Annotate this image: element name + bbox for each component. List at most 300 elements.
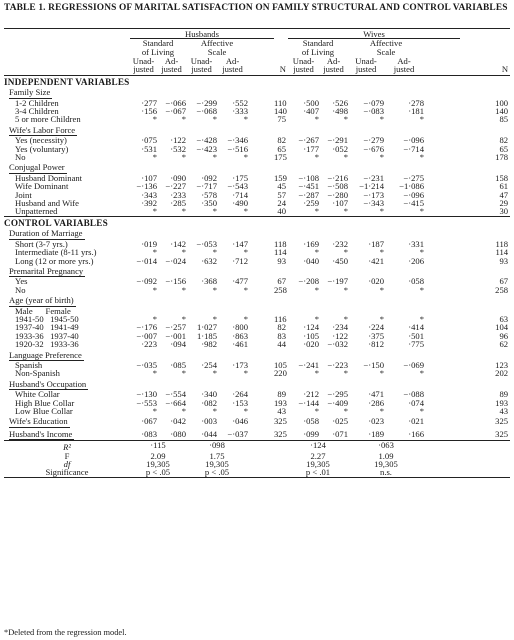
h-aff-unadjusted-cell: * <box>212 152 217 163</box>
w-std-adjusted-cell: −·291 <box>327 135 348 146</box>
w-aff-unadjusted-header: Unad- <box>355 55 377 66</box>
w-std-unadjusted-cell: ·407 <box>303 106 319 116</box>
w-std-unadjusted-cell: ·177 <box>303 143 319 154</box>
w-n-cell: 202 <box>495 368 509 379</box>
h-std-unadjusted-header: Unad- <box>132 55 155 66</box>
h-aff-unadjusted-cell: * <box>212 114 217 125</box>
w-std-unadjusted-cell: −·208 <box>298 276 319 287</box>
h-aff-unadjusted-header-2: justed <box>186 65 217 75</box>
h-n-cell: 40 <box>277 206 286 217</box>
h-aff-adjusted-cell: * <box>243 368 248 379</box>
h-std-adjusted-cell: * <box>181 284 186 295</box>
w-std-adjusted-cell: * <box>343 152 348 163</box>
h-std-adjusted-cell: ·532 <box>170 143 186 154</box>
h-aff-adjusted-cell: ·477 <box>232 276 248 287</box>
h-aff-unadjusted-cell: ·003 <box>201 416 217 427</box>
table-row <box>4 174 510 182</box>
h-n-cell: 105 <box>274 359 287 370</box>
w-aff-adjusted-cell: ·058 <box>408 276 424 287</box>
h-std-adjusted-cell: −·257 <box>165 322 186 333</box>
row-label: White Collar <box>15 389 60 400</box>
w-n-cell: 30 <box>499 206 509 217</box>
row-label <box>4 428 130 441</box>
variable-subheading-label: Premarital Pregnancy <box>9 265 84 276</box>
h-aff-adjusted-cell: ·046 <box>232 416 248 427</box>
h-n-cell: 75 <box>277 114 286 125</box>
h-std-unadjusted-cell: ·277 <box>141 97 157 108</box>
table-row <box>4 286 510 294</box>
h-aff-unadjusted-cell: −·053 <box>196 238 217 249</box>
w-std-adjusted-cell: ·052 <box>332 143 348 154</box>
h-aff-unadjusted-cell: −·423 <box>196 143 217 154</box>
h-aff-unadjusted-cell: ·044 <box>201 428 217 439</box>
w-std-unadjusted-cell: * <box>314 284 319 295</box>
h-n-cell: 44 <box>277 339 286 350</box>
w-std-adjusted-cell: −·508 <box>327 181 348 192</box>
w-std-adjusted-cell: ·234 <box>332 322 348 333</box>
colhead-row-4 <box>4 65 510 75</box>
h-std-adjusted-cell: −·156 <box>165 276 186 287</box>
w-n-cell: 158 <box>495 172 509 183</box>
table-row <box>4 277 510 285</box>
h-aff-adjusted-cell: * <box>243 206 248 217</box>
w-std-adjusted-cell: ·526 <box>332 97 348 108</box>
row-label: Wife Dominant <box>15 181 69 192</box>
w-aff-unadjusted-cell: * <box>379 206 384 217</box>
husbands-header: Husbands <box>130 29 274 39</box>
subheading-row <box>4 378 510 390</box>
h-aff-unadjusted-cell: ·578 <box>201 189 217 200</box>
w-std-adjusted-cell: −·280 <box>327 189 348 200</box>
row-label: Joint <box>15 189 32 200</box>
h-aff-unadjusted-cell: * <box>212 406 217 416</box>
w-std-adjusted-cell: ·232 <box>332 238 348 249</box>
h-std-unadjusted-cell: ·083 <box>141 428 157 439</box>
h-aff-unadjusted-cell: ·254 <box>201 359 217 370</box>
h-std-adjusted-cell: ·090 <box>170 172 186 183</box>
subheading-row <box>4 86 510 98</box>
subheading-row <box>4 349 510 361</box>
h-n-cell: 43 <box>277 406 286 416</box>
h-aff-unadjusted-cell: ·092 <box>201 172 217 183</box>
w-aff-unadjusted-cell: * <box>379 406 384 416</box>
h-std-adjusted-cell: ·094 <box>170 339 186 350</box>
variable-subheading-label: Family Size <box>9 87 51 98</box>
row-label: Short (3-7 yrs.) <box>15 238 68 249</box>
w-std-unadjusted-cell: ·259 <box>303 198 319 209</box>
w-aff-unadjusted-cell: ·187 <box>368 238 384 249</box>
w-std-adjusted-cell: ·122 <box>332 330 348 341</box>
w-std-adjusted-cell: * <box>343 406 348 416</box>
h-std-adjusted-cell: −·001 <box>165 330 186 341</box>
table-row <box>4 257 510 265</box>
w-n-cell: 100 <box>495 97 509 108</box>
w-std-unadjusted-header-2: justed <box>288 65 319 75</box>
w-std-unadjusted-cell: ·040 <box>303 255 319 266</box>
w-aff-adjusted-cell: ·775 <box>408 339 424 350</box>
w-aff-stat: 1.09 <box>378 450 394 461</box>
w-std-unadjusted-cell: −·108 <box>298 172 319 183</box>
h-n-cell: 45 <box>277 181 286 192</box>
h-aff-adjusted-cell: * <box>243 406 248 416</box>
table-row <box>4 369 510 377</box>
h-aff-unadjusted-cell: ·350 <box>201 198 217 209</box>
w-aff-adjusted-cell: ·331 <box>408 238 424 249</box>
h-n-cell: 67 <box>277 276 286 287</box>
h-n-cell: 24 <box>277 198 286 209</box>
h-aff-unadjusted-cell: 1·027 <box>196 322 217 333</box>
row-label: Intermediate (8-11 yrs.) <box>15 247 97 258</box>
h-std-unadjusted-cell: −·092 <box>136 276 157 287</box>
h-n-cell: 82 <box>277 135 286 146</box>
w-aff-adjusted-cell: * <box>419 313 424 324</box>
w-n-cell: 104 <box>495 322 509 333</box>
w-std-unadjusted-cell: * <box>314 247 319 258</box>
w-std-adjusted-cell: −·223 <box>327 359 348 370</box>
h-std-unadjusted-cell: ·223 <box>141 339 157 350</box>
row-label: No <box>15 284 26 295</box>
section-heading-row <box>4 216 510 227</box>
h-n-cell: 82 <box>277 322 286 333</box>
w-std-adjusted-header-2: justed <box>319 65 348 75</box>
h-aff-stat: 1.75 <box>209 450 225 461</box>
h-std-adjusted-cell: ·080 <box>170 428 186 439</box>
h-aff-adjusted-cell: −·037 <box>227 428 248 439</box>
w-std-adjusted-cell: * <box>343 313 348 324</box>
h-n-cell: 325 <box>274 428 287 439</box>
h-aff-unadjusted-cell: −·299 <box>196 97 217 108</box>
subheading-row <box>4 265 510 277</box>
h-std-unadjusted-cell: * <box>152 247 157 258</box>
w-aff-adjusted-header-2: justed <box>384 65 424 75</box>
w-std-unadjusted-header: Unad- <box>292 55 315 66</box>
w-aff-unadjusted-cell: * <box>379 247 384 258</box>
h-aff-adjusted-cell: ·712 <box>232 255 248 266</box>
w-aff-adjusted-cell: −1·086 <box>399 181 424 192</box>
subheading-row <box>4 227 510 239</box>
h-std-unadjusted-cell: ·392 <box>141 198 157 209</box>
w-n-cell: 67 <box>499 276 509 287</box>
w-aff-unadjusted-cell: −·173 <box>363 189 384 200</box>
h-aff-adjusted-header-2: justed <box>217 65 248 75</box>
h-aff-adjusted-cell: ·800 <box>232 322 248 333</box>
table-row <box>4 207 510 216</box>
h-std-unadjusted-cell: * <box>152 368 157 379</box>
h-std-adjusted-cell: ·142 <box>170 238 186 249</box>
w-std-adjusted-cell: ·498 <box>332 106 348 116</box>
h-n-cell: 258 <box>274 284 287 295</box>
row-label: High Blue Collar <box>15 397 75 408</box>
wives-header: Wives <box>288 29 460 39</box>
h-standard-of-living-header: Standard <box>142 38 174 49</box>
h-std-adjusted-cell: ·233 <box>170 189 186 200</box>
h-aff-adjusted-cell: ·333 <box>232 106 248 116</box>
w-std-adjusted-header: Ad- <box>326 55 341 66</box>
h-aff-adjusted-cell: ·173 <box>232 359 248 370</box>
w-std-adjusted-cell: −·216 <box>327 172 348 183</box>
h-std-unadjusted-cell: ·531 <box>141 143 157 154</box>
h-std-unadjusted-cell: −·035 <box>136 359 157 370</box>
w-std-unadjusted-cell: ·212 <box>303 389 319 400</box>
h-n-cell: 193 <box>274 397 287 408</box>
w-std-unadjusted-cell: ·099 <box>303 428 319 439</box>
h-std-unadjusted-cell: −·553 <box>136 397 157 408</box>
w-affective-scale-header-2: Scale <box>376 47 396 57</box>
row-label: 1920-32 1933-36 <box>15 339 79 350</box>
w-aff-adjusted-cell: −·275 <box>403 172 424 183</box>
w-std-unadjusted-cell: ·500 <box>303 97 319 108</box>
h-aff-adjusted-cell: ·552 <box>232 97 248 108</box>
w-aff-adjusted-cell: −·096 <box>403 135 424 146</box>
row-label <box>4 415 130 427</box>
variable-subheading-label: Husband's Occupation <box>9 378 87 389</box>
h-aff-unadjusted-cell: * <box>212 247 217 258</box>
w-aff-adjusted-cell: * <box>419 114 424 125</box>
w-n-cell: 63 <box>499 313 509 324</box>
w-aff-adjusted-cell: ·181 <box>408 106 424 116</box>
table-row <box>4 115 510 123</box>
w-n-cell: 43 <box>499 406 509 416</box>
h-n-cell: 116 <box>274 313 287 324</box>
w-aff-unadjusted-cell: −1·214 <box>359 181 384 192</box>
w-aff-adjusted-cell: * <box>419 206 424 217</box>
w-standard-of-living-header-2: of Living <box>301 47 335 57</box>
row-label: Unpatterned <box>15 206 58 217</box>
stats-body <box>4 441 510 478</box>
w-aff-unadjusted-header-2: justed <box>348 65 384 75</box>
row-label: 1933-36 1937-40 <box>15 330 79 341</box>
h-aff-unadjusted-cell: * <box>212 284 217 295</box>
h-std-adjusted-cell: * <box>181 406 186 416</box>
table-row <box>4 415 510 427</box>
table-row <box>4 145 510 153</box>
h-aff-adjusted-header: Ad- <box>225 55 240 66</box>
h-std-adjusted-header: Ad- <box>164 55 179 66</box>
w-affective-scale-header: Affective <box>369 38 403 49</box>
row-label: 5 or more Children <box>15 114 81 125</box>
w-n-cell: 65 <box>499 143 509 154</box>
w-n-cell: 82 <box>499 135 509 146</box>
w-aff-adjusted-cell: * <box>419 406 424 416</box>
row-label: Non-Spanish <box>15 368 60 379</box>
table-row <box>4 340 510 348</box>
h-std-unadjusted-cell: −·014 <box>136 255 157 266</box>
variable-subheading <box>4 86 510 98</box>
stats-label: R² <box>4 441 130 452</box>
section-heading: CONTROL VARIABLES <box>4 216 510 227</box>
h-n-cell: 325 <box>274 416 287 427</box>
w-aff-adjusted-header: Ad- <box>397 55 411 66</box>
h-n-cell: 83 <box>277 330 286 341</box>
h-std-unadjusted-cell: −·007 <box>136 330 157 341</box>
w-std-adjusted-cell: −·032 <box>327 339 348 350</box>
h-aff-adjusted-cell: * <box>243 284 248 295</box>
h-std-adjusted-cell: * <box>181 114 186 125</box>
h-std-adjusted-cell: * <box>181 152 186 163</box>
row-label: 1937-40 1941-49 <box>15 322 79 333</box>
h-aff-adjusted-cell: −·543 <box>227 181 248 192</box>
w-std-stat: 2.27 <box>310 450 326 461</box>
table-row <box>4 136 510 144</box>
w-std-unadjusted-cell: −·287 <box>298 189 319 200</box>
h-aff-stat: p < .05 <box>186 468 248 477</box>
h-n-cell: 118 <box>274 238 287 249</box>
w-n-cell: 123 <box>495 359 509 370</box>
w-std-adjusted-cell: ·071 <box>332 428 348 439</box>
row-label: 1-2 Children <box>15 97 59 108</box>
w-std-unadjusted-cell: * <box>314 313 319 324</box>
w-n-cell: 62 <box>499 339 509 350</box>
row-label: Husband Dominant <box>15 172 83 183</box>
h-aff-stat: ·098 <box>186 441 248 452</box>
w-standard-of-living-header: Standard <box>302 38 334 49</box>
w-aff-unadjusted-cell: * <box>379 284 384 295</box>
w-n-cell: 193 <box>495 397 509 408</box>
row-label: Spanish <box>15 359 43 370</box>
row-label: Yes <box>15 276 28 287</box>
h-aff-adjusted-cell: ·264 <box>232 389 248 400</box>
table-row <box>4 407 510 415</box>
w-aff-unadjusted-cell: ·286 <box>368 397 384 408</box>
w-aff-unadjusted-cell: ·812 <box>368 339 384 350</box>
h-std-adjusted-cell: ·122 <box>170 135 186 146</box>
variable-subheading-label: Duration of Marriage <box>9 228 83 239</box>
variable-subheading-label: Age (year of birth) <box>9 295 74 306</box>
w-n-cell: 178 <box>495 152 509 163</box>
w-std-adjusted-cell: * <box>343 114 348 125</box>
h-n-cell: 57 <box>277 189 286 200</box>
subheading-row <box>4 294 510 306</box>
h-n-cell: 89 <box>277 389 286 400</box>
row-label: No <box>15 152 26 163</box>
stats-label: Significance <box>4 468 130 477</box>
h-std-adjusted-cell: −·554 <box>165 389 186 400</box>
h-aff-unadjusted-cell: ·340 <box>201 389 217 400</box>
h-std-unadjusted-cell: ·075 <box>141 135 157 146</box>
w-std-unadjusted-cell: −·451 <box>298 181 319 192</box>
variable-subheading <box>4 227 510 239</box>
variable-subheading <box>4 124 510 136</box>
stats-label: F <box>64 450 70 461</box>
row-label: Yes (necessity) <box>15 135 67 146</box>
h-std-adjusted-cell: * <box>181 368 186 379</box>
w-aff-adjusted-cell: * <box>419 152 424 163</box>
w-n-cell: 61 <box>499 181 509 192</box>
variable-subheading-label: Language Preference <box>9 349 82 360</box>
row-label: 1941-50 1945-50 <box>15 313 79 324</box>
h-aff-adjusted-cell: ·714 <box>232 189 248 200</box>
w-std-adjusted-cell: ·107 <box>332 198 348 209</box>
h-n-cell: 220 <box>274 368 287 379</box>
h-aff-unadjusted-cell: * <box>212 368 217 379</box>
h-std-stat: p < .05 <box>130 468 186 477</box>
h-aff-adjusted-cell: ·863 <box>232 330 248 341</box>
h-std-adjusted-cell: −·664 <box>165 397 186 408</box>
w-std-unadjusted-cell: * <box>314 114 319 125</box>
w-aff-unadjusted-cell: * <box>379 368 384 379</box>
h-aff-adjusted-cell: ·147 <box>232 238 248 249</box>
w-std-unadjusted-cell: ·058 <box>303 416 319 427</box>
w-aff-unadjusted-cell: −·083 <box>363 106 384 116</box>
w-n-cell: 325 <box>495 428 509 439</box>
w-std-stat: 19,305 <box>306 459 330 470</box>
w-aff-adjusted-cell: −·415 <box>403 198 424 209</box>
table-row <box>4 315 510 323</box>
h-aff-adjusted-cell: −·346 <box>227 135 248 146</box>
table-title: TABLE 1. REGRESSIONS OF MARITAL SATISFACTION ON FAMILY STRUCTURAL AND CONTROL VARIABLES <box>4 3 508 13</box>
table-row <box>4 390 510 398</box>
variable-subheading <box>4 349 510 361</box>
h-aff-unadjusted-cell: ·082 <box>201 397 217 408</box>
w-aff-stat: n.s. <box>348 468 424 477</box>
variable-subheading <box>4 378 510 390</box>
h-std-unadjusted-cell: * <box>152 152 157 163</box>
h-std-unadjusted-cell: ·107 <box>141 172 157 183</box>
w-aff-unadjusted-cell: * <box>379 152 384 163</box>
w-std-unadjusted-cell: −·267 <box>298 135 319 146</box>
h-aff-unadjusted-cell: 1·185 <box>196 330 217 341</box>
section-heading: INDEPENDENT VARIABLES <box>4 76 130 87</box>
h-std-unadjusted-cell: −·136 <box>136 181 157 192</box>
row-label: Low Blue Collar <box>15 406 73 416</box>
row-label: Yes (voluntary) <box>15 143 69 154</box>
variable-subheading-label: Wife's Labor Force <box>9 124 76 135</box>
w-n-cell: 114 <box>495 247 509 258</box>
w-aff-unadjusted-cell: ·471 <box>368 389 384 400</box>
h-aff-unadjusted-cell: * <box>212 206 217 217</box>
w-std-adjusted-cell: ·025 <box>332 416 348 427</box>
h-n-cell: 93 <box>277 255 286 266</box>
h-aff-unadjusted-cell: ·632 <box>201 255 217 266</box>
w-std-adjusted-cell: * <box>343 247 348 258</box>
h-std-unadjusted-cell: −·176 <box>136 322 157 333</box>
w-std-adjusted-cell: * <box>343 368 348 379</box>
w-aff-adjusted-cell: ·166 <box>408 428 424 439</box>
h-aff-adjusted-cell: ·490 <box>232 198 248 209</box>
h-aff-unadjusted-header: Unad- <box>190 55 213 66</box>
h-std-stat: 2.09 <box>150 450 166 461</box>
w-n-cell: 96 <box>499 330 509 341</box>
table-row <box>4 323 510 331</box>
w-aff-adjusted-cell: * <box>419 284 424 295</box>
w-std-adjusted-cell: * <box>343 206 348 217</box>
h-aff-unadjusted-cell: −·428 <box>196 135 217 146</box>
section-heading-row <box>4 75 510 86</box>
h-aff-adjusted-cell: * <box>243 114 248 125</box>
h-n-cell: 110 <box>274 97 287 108</box>
table-row <box>4 428 510 441</box>
w-aff-adjusted-cell: ·021 <box>408 416 424 427</box>
w-n-cell: 89 <box>499 389 509 400</box>
group-header-row <box>4 29 510 39</box>
h-std-unadjusted-cell: * <box>152 284 157 295</box>
h-aff-adjusted-cell: ·175 <box>232 172 248 183</box>
w-aff-unadjusted-cell: −·150 <box>363 359 384 370</box>
w-n-cell: 118 <box>495 238 509 249</box>
w-aff-unadjusted-cell: ·189 <box>368 428 384 439</box>
w-aff-unadjusted-cell: −·676 <box>363 143 384 154</box>
w-aff-unadjusted-cell: −·279 <box>363 135 384 146</box>
colhead-row-3 <box>4 57 510 66</box>
w-aff-adjusted-cell: ·278 <box>408 97 424 108</box>
h-std-unadjusted-cell: ·343 <box>141 189 157 200</box>
table-row <box>4 199 510 207</box>
w-aff-unadjusted-cell: −·343 <box>363 198 384 209</box>
w-n-cell: 29 <box>499 198 509 209</box>
w-aff-adjusted-cell: −·069 <box>403 359 424 370</box>
w-aff-adjusted-cell: −·096 <box>403 189 424 200</box>
table-row <box>4 191 510 199</box>
